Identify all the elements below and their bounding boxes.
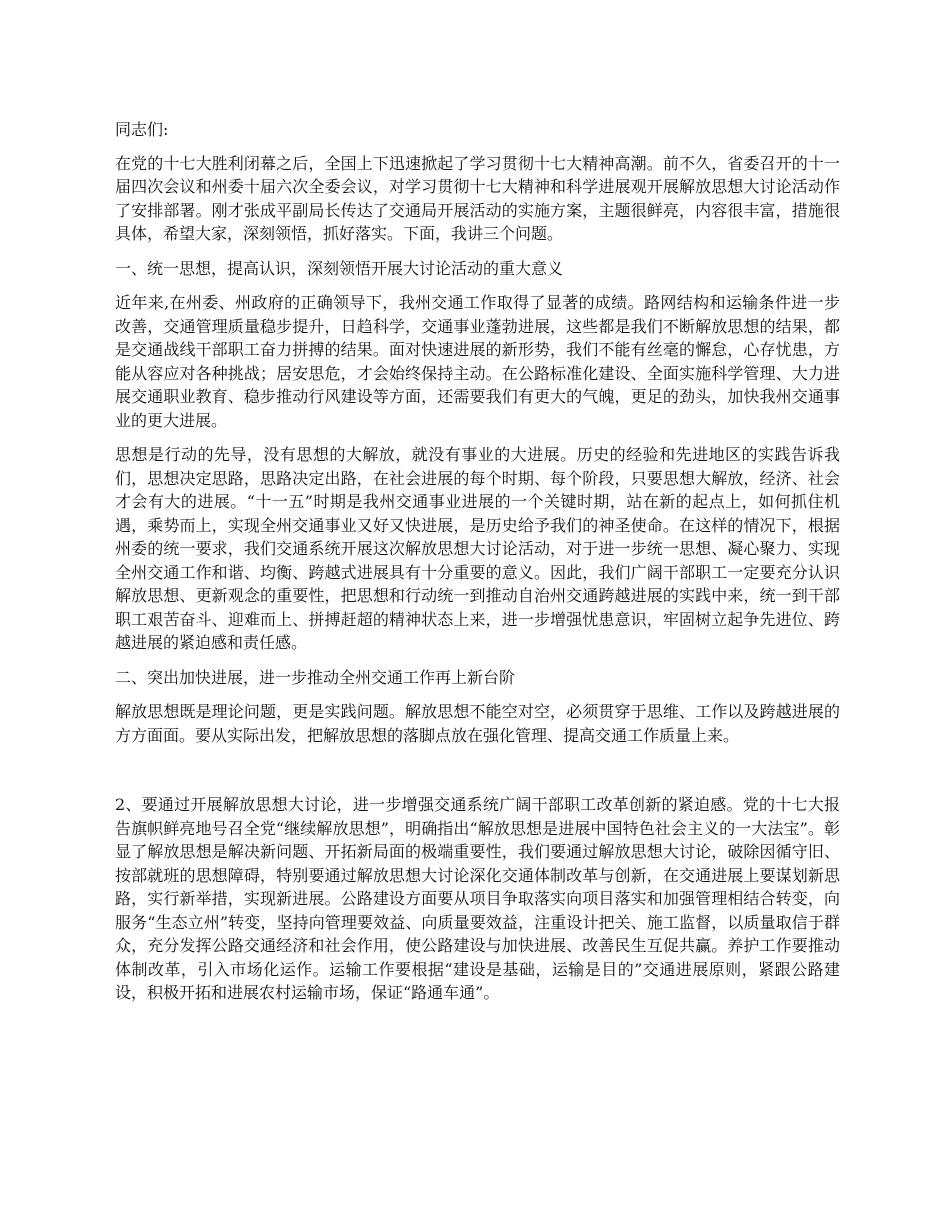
body-paragraph: 2、要通过开展解放思想大讨论，进一步增强交通系统广阔干部职工改革创新的紧迫感。党的十七大报告旗帜鲜亮地号召全党“继续解放思想”，明确指出“解放思想是进展中国特色社会主义的一大法宝”。彰显了解放思想是解决新问题、开拓新局面的极端重要性，我们要通过解放思想大讨论，破除因循守旧、按部就班的思想障碍，特别要通过解放思想大讨论深化交通体制改革与创新，在交通进展上要谋划新思路，实行新举措，实现新进展。公路建设方面要从项目争取落实向项目落实和加强管理相结合转变，向服务“生态立州”转变，坚持向管理要效益、向质量要效益，注重设计把关、施工监督，以质量取信于群众，充分发挥公路交通经济和社会作用，使公路建设与加快进展、改善民生互促共赢。养护工作要推动体制改革，引入市场化运作。运输工作要根据“建设是基础，运输是目的”交通进展原则，紧跟公路建设，积极开拓和进展农村运输市场，保证“路通车通”。 (115, 795, 840, 1002)
body-paragraph: 近年来,在州委、州政府的正确领导下，我州交通工作取得了显著的成绩。路网结构和运输条件进一步改善，交通管理质量稳步提升，日趋科学，交通事业蓬勃进展，这些都是我们不断解放思想的结果，都是交通战线干部职工奋力拼搏的结果。面对快速进展的新形势，我们不能有丝毫的懈怠，心存忧患，方能从容应对各种挑战；居安思危，才会始终保持主动。在公路标准化建设、全面实施科学管理、大力进展交通职业教育、稳步推动行风建设等方面，还需要我们有更大的气魄，更足的劲头，加快我州交通事业的更大进展。 (115, 293, 840, 430)
section-heading-1: 一、统一思想，提高认识，深刻领悟开展大讨论活动的重大意义 (115, 258, 564, 278)
section-spacer (115, 747, 840, 793)
body-paragraph: 解放思想既是理论问题，更是实践问题。解放思想不能空对空，必须贯穿于思维、工作以及跨越进展的方方面面。要从实际出发，把解放思想的落脚点放在强化管理、提高交通工作质量上来。 (115, 702, 840, 745)
document-body (115, 118, 840, 1005)
section-heading-2: 二、突出加快进展，进一步推动全州交通工作再上新台阶 (115, 667, 516, 687)
salutation: 同志们: (115, 120, 169, 139)
body-paragraph: 思想是行动的先导，没有思想的大解放，就没有事业的大进展。历史的经验和先进地区的实践告诉我们，思想决定思路，思路决定出路，在社会进展的每个时期、每个阶段，只要思想大解放，经济、社会才会有大的进展。“十一五”时期是我州交通事业进展的一个关键时期，站在新的起点上，如何抓住机遇，乘势而上，实现全州交通事业又好又快进展，是历史给予我们的神圣使命。在这样的情况下，根据州委的统一要求，我们交通系统开展这次解放思想大讨论活动，对于进一步统一思想、凝心聚力、实现全州交通工作和谐、均衡、跨越式进展具有十分重要的意义。因此，我们广阔干部职工一定要充分认识解放思想、更新观念的重要性，把思想和行动统一到推动自治州交通跨越进展的实践中来，统一到干部职工艰苦奋斗、迎难而上、拼搏赶超的精神状态上来，进一步增强忧患意识，牢固树立起争先进位、跨越进展的紧迫感和责任感。 (115, 445, 840, 652)
intro-paragraph: 在党的十七大胜利闭幕之后，全国上下迅速掀起了学习贯彻十七大精神高潮。前不久，省委召开的十一届四次会议和州委十届六次全委会议，对学习贯彻十七大精神和科学进展观开展解放思想大讨论活动作了安排部署。刚才张成平副局长传达了交通局开展活动的实施方案，主题很鲜亮，内容很丰富，措施很具体，希望大家，深刻领悟，抓好落实。下面，我讲三个问题。 (115, 153, 840, 243)
